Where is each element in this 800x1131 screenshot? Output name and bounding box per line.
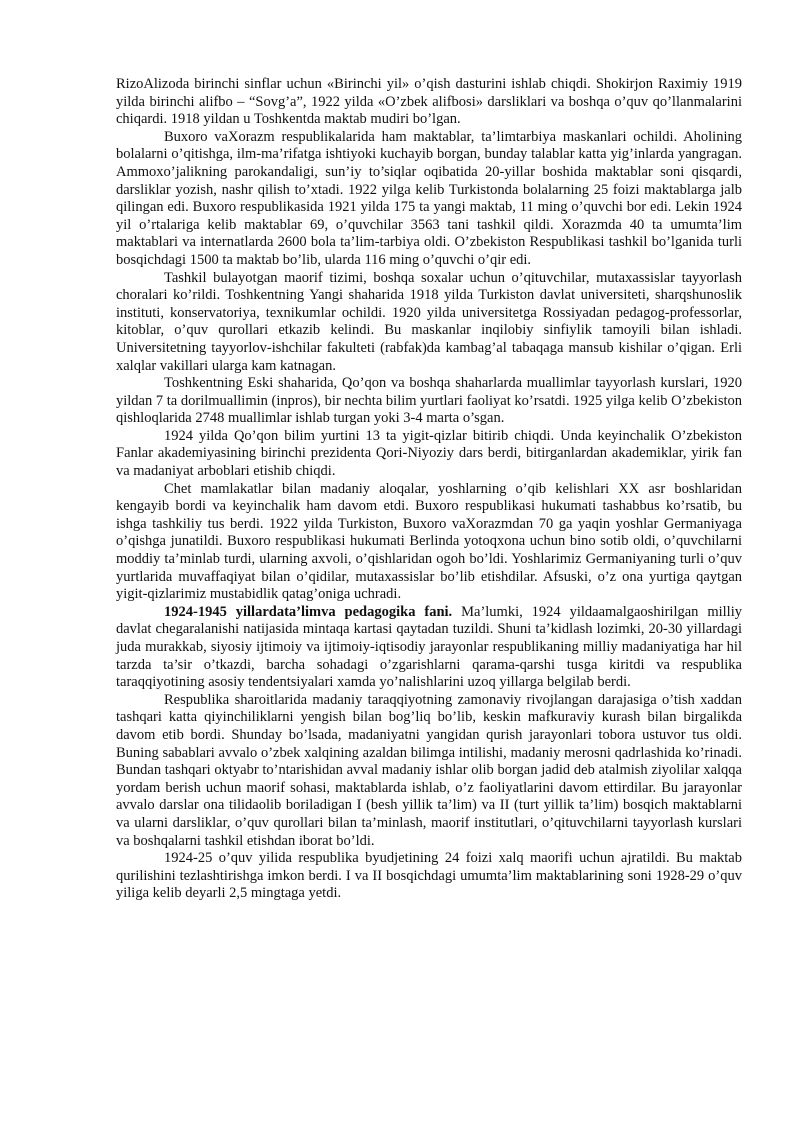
paragraph: Respublika sharoitlarida madaniy taraqqiyotning zamonaviy rivojlangan darajasiga o’tish xaddan tashqari katta qiyinchiliklarni yengish bilan bog’liq bo’lib, keskin mafkuraviy kurash bilan birgalikda davom etib bordi. Shunday bo’lsada, madaniyatni yangidan qurish jarayonlari tobora ustuvor tus oldi. Buning sabablari avvalo o’zbek xalqining azaldan bilimga intilishi, madaniy merosni qadrlashida ko’rinadi. Bundan tashqari oktyabr to’ntarishidan avval madaniy ishlar olib borgan jadid deb atalmish ziyolilar xalqqa yordam berish uchun maorif sohasi, maktablarda ishlab, o’z faoliyatlarini davom ettirdilar. Bu jarayonlar avvalo darslar ona tilidaolib boriladigan I (besh yillik ta’lim) va II (turt yillik ta’lim) bosqich maktablarni va ularni darsliklar, o’quv qurollari bilan ta’minlash, maorif institutlari, o’qituvchilarni tayyorlash kurslari va boshqalarni tashkil etishdan iborat bo’ldi.: [116, 691, 742, 849]
document-page: [116, 76, 742, 903]
paragraph: Buxoro vaXorazm respublikalarida ham maktablar, ta’limtarbiya maskanlari ochildi. Aholining bolalarni o’qitishga, ilm-ma’rifatga ishtiyoki kuchayib borgan, bunday talablar katta yig’inlarda yangragan. Ammoxo’jalikning parokandaligi, sun’iy to’siqlar oqibatida 20-yillar boshida maktablar soni qisqardi, darsliklar yozish, nashr qilish to’xtadi. 1922 yilga kelib Turkistonda bolalarning 25 foizi maktablarga jalb qilingan edi. Buxoro respublikasida 1921 yilda 175 ta yangi maktab, 11 ming o’quvchi bor edi. Lekin 1924 yil o’rtalariga kelib maktablar 69, o’quvchilar 3563 tani tashkil qildi. Xorazmda 40 ta umumta’lim maktablari va internatlarda 2600 bola ta’lim-tarbiya oldi. O’zbekiston Respublikasi tashkil bo’lganida turli bosqichdagi 1500 ta maktab bo’lib, ularda 116 ming o’quvchi o’qir edi.: [116, 128, 742, 268]
paragraph: 1924 yilda Qo’qon bilim yurtini 13 ta yigit-qizlar bitirib chiqdi. Unda keyinchalik O’zbekiston Fanlar akademiyasining birinchi prezidenta Qori-Niyoziy dars berdi, bitirganlardan akademiklar, yirik fan va madaniyat arboblari etishib chiqdi.: [116, 427, 742, 480]
section-paragraph: [116, 604, 742, 692]
paragraph: 1924-25 o’quv yilida respublika byudjetining 24 foizi xalq maorifi uchun ajratildi. Bu maktab qurilishini tezlashtirishga imkon berdi. I va II bosqichdagi umumta’lim maktablarining soni 1928-29 o’quv yiliga kelib deyarli 2,5 mingtaga yetdi.: [116, 850, 742, 902]
section-text: Ma’lumki, 1924 yildaamalgaoshirilgan milliy davlat chegaralanishi natijasida mintaqa kartasi qaytadan tuzildi. Shuni ta’kidlash lozimki, 20-30 yillardagi juda murakkab, siyosiy ijtimoiy va ijtimoiy-iqtisodiy jarayonlar respublikaning milliy madaniyatiga har hil tarzda ta’sir o’tkazdi, barcha sohadagi o’zgarishlarni qarama-qarshi tusga kiritdi va respublika taraqqiyotining asosiy tendentsiyalari xamda yo’nalishlarini uzoq yillarga belgilab berdi.: [116, 603, 742, 691]
paragraph: RizoAlizoda birinchi sinflar uchun «Birinchi yil» o’qish dasturini ishlab chiqdi. Shokirjon Raximiy 1919 yilda birinchi alifbo – “Sovg’a”, 1922 yilda «O’zbek alifbosi» darsliklari va boshqa o’quv qo’llanmalarini chiqardi. 1918 yildan u Toshkentda maktab mudiri bo’lgan.: [116, 76, 742, 128]
paragraph: Chet mamlakatlar bilan madaniy aloqalar, yoshlarning o’qib kelishlari XX asr boshlaridan kengayib bordi va keyinchalik ham davom etdi. Buxoro respublikasi hukumati tashabbus ko’rsatib, bu ishga tashkiliy tus berdi. 1922 yilda Turkiston, Buxoro vaXorazmdan 70 ga yaqin yoshlar Germaniyaga o’qishga junatildi. Buxoro respublikasi hukumati Berlinda yotoqxona uchun bino sotib oldi, o’quvchilarni moddiy ta’minlab turdi, ularning axvoli, o’qishlaridan ogoh bo’ldi. Yoshlarimiz Germaniyaning turli o’quv yurtlarida muvaffaqiyat bilan o’qidilar, mutaxassislar bo’lib etishdilar. Afsuski, o’z ona yurtiga qaytgan yigit-qizlarimiz mustabidlik qatag’oniga uchradi.: [116, 480, 742, 603]
section-heading: 1924-1945 yillardata’limva pedagogika fani.: [164, 603, 453, 620]
paragraph: Tashkil bulayotgan maorif tizimi, boshqa soxalar uchun o’qituvchilar, mutaxassislar tayyorlash choralari ko’rildi. Toshkentning Yangi shaharida 1918 yilda Turkiston davlat universiteti, sharqshunoslik instituti, konservatoriya, texnikumlar ochildi. 1920 yilda universitetga Rossiyadan pedagog-professorlar, kitoblar, o’quv qurollari etkazib kelindi. Bu maskanlar inqilobiy sinfiylik tamoyili bilan ishladi. Universitetning tayyorlov-ishchilar fakulteti (rabfak)da kambag’al tabaqaga mansub kishilar o’qigan. Erli xalqlar vakillari ularga kam katnagan.: [116, 269, 742, 374]
paragraph: Toshkentning Eski shaharida, Qo’qon va boshqa shaharlarda muallimlar tayyorlash kurslari, 1920 yildan 7 ta dorilmuallimin (inpros), bir nechta bilim yurtlari faoliyat ko’rsatdi. 1925 yilga kelib O’zbekiston qishloqlarida 2748 muallimlar ishlab turgan yoki 3-4 marta o’sgan.: [116, 375, 742, 427]
